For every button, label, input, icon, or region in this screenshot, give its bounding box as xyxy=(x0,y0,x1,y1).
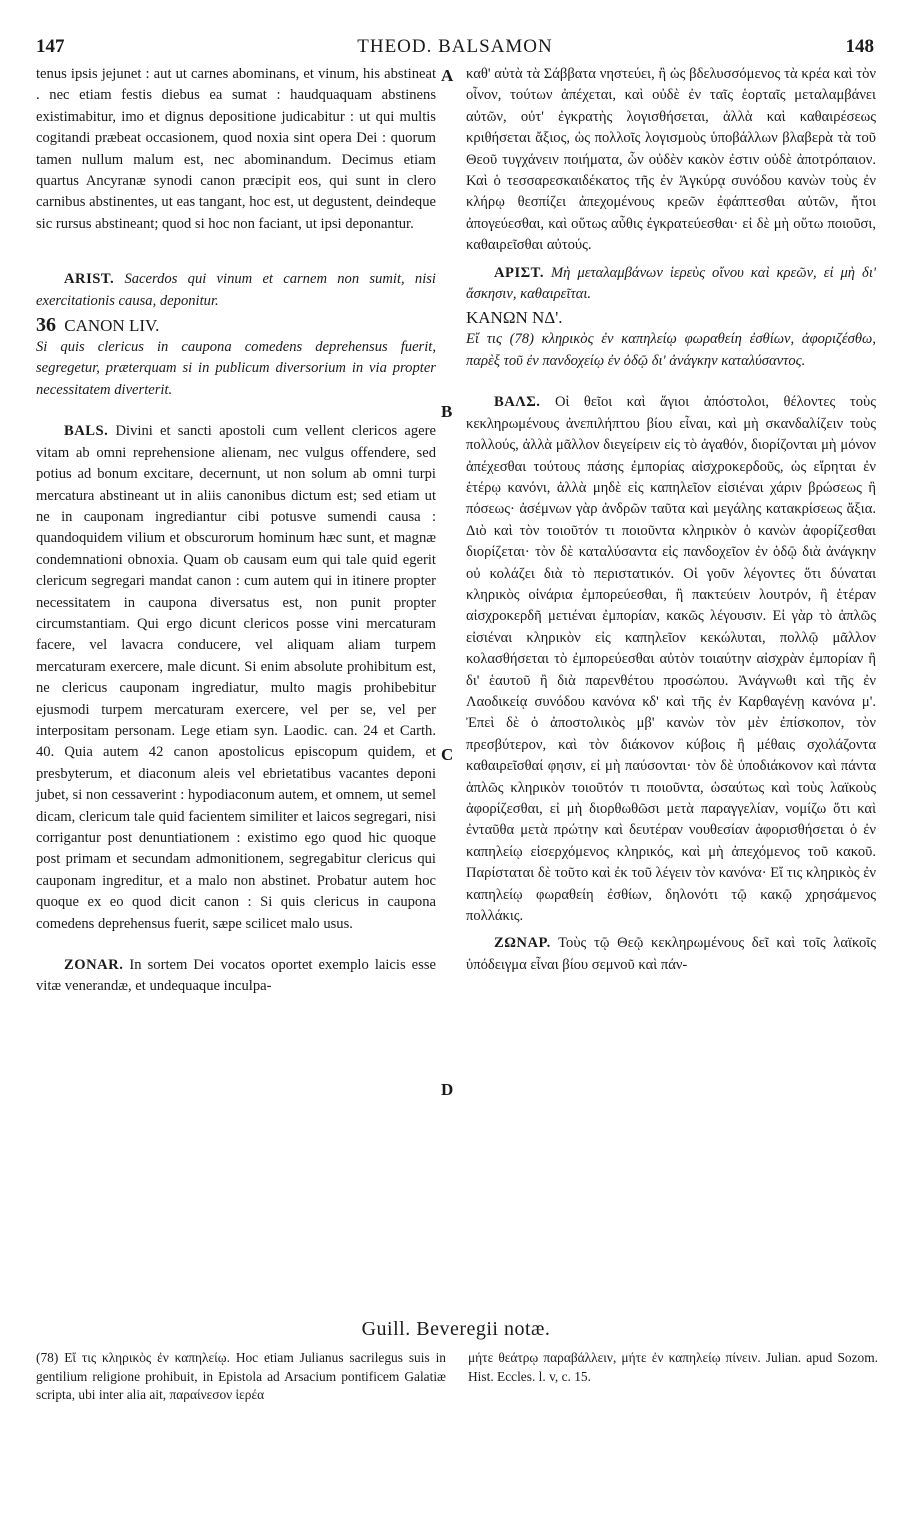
page-number-right: 148 xyxy=(845,36,874,57)
latin-zonar-text: In sortem Dei vocatos oportet exemplo laicis esse vitæ venerandæ, et undequaque inculpa- xyxy=(36,957,436,995)
greek-balsamon-commentary xyxy=(466,392,876,927)
greek-zonar-label: ΖΩΝΑΡ. xyxy=(494,935,551,952)
greek-zonaras-commentary xyxy=(466,933,876,976)
greek-arist-text: Μὴ μεταλαμβάνων ἱερεὺς οἴνου καὶ κρεῶν, εἰ μὴ δι' ἄσκησιν, καθαιρεῖται. xyxy=(466,264,877,303)
latin-arist-summary xyxy=(36,269,436,312)
greek-zonar-text: Τοὺς τῷ Θεῷ κεκληρωμένους δεῖ καὶ τοῖς λαϊκοῖς ὑπόδειγμα εἶναι βίου σεμνοῦ καὶ πάν- xyxy=(466,935,876,973)
margin-letter-a: A xyxy=(441,66,454,85)
latin-canon-title: CANON LIV. xyxy=(64,316,160,336)
footnotes-title: Guill. Beveregii notæ. xyxy=(361,1318,551,1340)
latin-zonaras-commentary xyxy=(36,955,436,998)
latin-canon-heading xyxy=(36,314,436,337)
footnote-left-column: (78) Εἴ τις κληρικὸς ἐν καπηλείῳ. Hoc etiam Julianus sacrilegus suis in gentilium religione prohibuit, in Epistola ad Arsacium pontificem Galatiæ scripta, ubi inter alia ait, παραίνεσον ἱερέα xyxy=(36,1350,446,1402)
greek-arist-label: ΑΡΙΣΤ. xyxy=(494,264,544,281)
margin-letter-d: D xyxy=(441,1080,454,1099)
latin-canon-text: Si quis clericus in caupona comedens deprehensus fuerit, segregetur, præterquam si in publicum diversorium in via propter necessitatem diverterit. xyxy=(36,339,436,398)
running-title: THEOD. BALSAMON xyxy=(357,36,553,57)
greek-canon-heading: ΚΑΝΩΝ ΝΔ'. xyxy=(466,308,563,328)
latin-zonar-label: ZONAR. xyxy=(64,957,124,974)
greek-bals-text: Οἱ θεῖοι καὶ ἅγιοι ἀπόστολοι, θέλοντες τοὺς κεκληρωμένους ἀνεπιλήπτου βίου εἶναι, καὶ μὴ σκανδαλίζειν τοὺς πολλούς, ἀλλὰ μᾶλλον διεγείρειν εἰς τὸ ἀγαθόν, διορίζονται μὴ μόνον ἀπέχεσθαι τούτους πάσης ἐμπορίας αἰσχροκερδοῦς, ὡς εἴρηται ἐν ἑτέρῳ κανόνι, ἀλλὰ μηδὲ εἰς καπηλεῖον εἰσιέναι χάριν βρώσεως ἢ πόσεως· ἀσέμνων γὰρ ἀνδρῶν ταῦτα καὶ μεγάλης κατακρίσεως ἄξια. Διὸ καὶ τὸν τοιοῦτόν τι ποιοῦντα κληρικὸν ὁ κανὼν ἀφορίζεσθαι διορίζεται· τὸν δὲ καταλύσαντα εἰς πανδοχεῖον ἐν ὁδῷ διὰ ἀνάγκην οὐ κολάζει διὰ τὸ περιστατικόν. Οἱ γοῦν λέγοντες ὅτι δύναται κληρικὸς οἰνάρια ἐμπορεύεσθαι, ἢ πακτεύειν λουτρόν, ἢ ἑτέραν αἰσχροκερδῆ μετιέναι ἐμπορίαν, κακῶς λέγουσιν. Εἰ γὰρ τὸ ἁπλῶς εἰσιέναι κληρικὸν εἰς καπηλεῖον κεκώλυται, πολλῷ μᾶλλον κολασθήσεται τὸ ἐμπορεύεσθαι αὐτὸν τοιαύτην αἰσχρὰν ἐμπορίαν ἢ δι' ἑαυτοῦ ἢ διὰ παρενθέτου προσώπου. Ἀνάγνωθι καὶ τῆς ἐν Λαοδικείᾳ συνόδου κανόνα κδ' καὶ τῆς ἐν Καρθαγένῃ κανόνα μ'. Ἐπεὶ δὲ ὁ ἀποστολικὸς μβ' κανὼν τὸν μὲν ἐπίσκοπον, τὸν πρεσβύτερον, καὶ τὸν διάκονον κύβοις ἢ μέθαις σχολάζοντα καθαιρεῖσθαί φησιν, εἰ μὴ παύσονται· τὸν δὲ ὑποδιάκονον καὶ πάντα ἁπλῶς κληρικὸν τοιοῦτόν τι ποιοῦντα, ὡσαύτως καὶ τοὺς λαϊκοὺς ἀφορίζεσθαι, εἰ μὴ διορθωθῶσι μετὰ παραγγελίαν, νομίζω ὅτι καὶ ἐνταῦθα μετὰ πρώτην καὶ δευτέραν νουθεσίαν ἀφορισθήσεται ὁ ἐν καπηλείῳ εἰσερχόμενος κληρικός, καὶ μὴ ἀπεχόμενος τοῦ κακοῦ. Παρίσταται δὲ τοῦτο καὶ ἐκ τοῦ λέγειν τὸν κανόνα· Εἴ τις κληρικὸς ἐν καπηλείῳ φωραθείη ἐσθίων, δηλονότι τῷ κακῷ χρησάμενος πολλάκις. xyxy=(466,394,876,925)
canon-serial-number: 36 xyxy=(36,314,56,337)
latin-column xyxy=(36,64,436,998)
running-head xyxy=(36,36,874,60)
latin-balsamon-commentary xyxy=(36,421,436,935)
greek-intro-paragraph: καθ' αὑτὰ τὰ Σάββατα νηστεύει, ἢ ὡς βδελυσσόμενος τὰ κρέα καὶ τὸν οἶνον, τούτων ἀπέχεται, καὶ οὐδὲ ἐν ταῖς ἑορταῖς μεταλαμβάνει αὐτῶν, οὐτ' ἐγκρατὴς λογισθήσεται, ἀλλὰ καὶ καθαιρέσεως κριθήσεται ἄξιος, ὡς πολλοῖς λογισμοὺς ὑποβάλλων βλαβερὰ τὰ τοῦ Θεοῦ τυγχάνειν ποιήματα, ὧν οὐδὲν κακὸν ἐστιν οὐδὲ ἀποτρόπαιον. Καὶ ὁ τεσσαρεσκαιδέκατος τῆς ἐν Ἀγκύρᾳ συνόδου κανὼν τοὺς ἐν κλήρῳ θεσπίζει ἀπεχομένους κρεῶν ἐφάπτεσθαι αὐτῶν, ἤτοι ἀπογεύεσθαι, καὶ οὕτως αὖθις ἐγκρατεύεσθαι· εἰ δὲ μὴ οὕτω ποιοῦσι, καθαιρεῖσθαι αὐτούς. xyxy=(466,66,876,254)
latin-arist-label: ARIST. xyxy=(64,271,115,288)
greek-arist-summary xyxy=(466,263,876,306)
margin-letter-c: C xyxy=(441,745,454,764)
footnotes-body xyxy=(36,1349,876,1439)
latin-bals-label: BALS. xyxy=(64,423,109,440)
margin-letter-b: B xyxy=(441,402,453,421)
latin-intro-paragraph: tenus ipsis jejunet : aut ut carnes abominans, et vinum, his abstineat . nec etiam festis diebus ea sumat : haudquaquam abstinens existimabitur, imo et dignus depositione judicabitur : ut qui multis cogitandi præbeat occasionem, quod noxia sint opera Dei : quorum tamen nullum malum est, nec abominandum. Decimus etiam quartus Ancyranæ synodi canon præcipit eos, qui sunt in clero carnibus abstinentes, ut eas tangant, hoc est, ut degustent, deindeque sic rursus abstineant; quod si hoc non faciant, ut ipsi deponantur. xyxy=(36,66,436,232)
greek-canon-text: Εἴ τις (78) κληρικὸς ἐν καπηλείῳ φωραθείη ἐσθίων, ἀφοριζέσθω, παρὲξ τοῦ ἐν πανδοχείῳ ἐν ὁδῷ δι' ἀνάγκην καταλύσαντος. xyxy=(466,331,876,369)
greek-bals-label: ΒΑΛΣ. xyxy=(494,394,541,411)
greek-column xyxy=(466,64,876,976)
footnote-right-column: μήτε θεάτρῳ παραβάλλειν, μήτε ἐν καπηλείῳ πίνειν. Julian. apud Sozom. Hist. Eccles. l. v, c. 15. xyxy=(468,1350,878,1384)
page-number-left: 147 xyxy=(36,36,65,57)
footnotes-section xyxy=(36,1318,876,1439)
latin-bals-text: Divini et sancti apostoli cum vellent clericos agere vitam ab omni reprehensione alienam, nec vulgus offendere, sed potius ad bonum excitare, decernunt, ut non solum ab omni turpi mercatura abstineant ut in aliis canonibus dictum est; sed etiam ut ne in cauponam ingrediantur cibi potusve sumendi causa : quandoquidem vilium et obscurorum hominum hæc sunt, et magnæ condemnationi obnoxia. Quam ob causam eum qui tale quid egerit clericum segregari mandat canon : cum autem qui in itinere propter necessitatem in caupona diversatus est, non punit propter circumstantiam. Qui ergo dicunt clericos posse vini mercaturam facere, vel lavacra conducere, vel aliquam aliam turpem mercaturam exercere, male dicunt. Si enim absolute prohibitum est, ne clericus cauponam ingrediatur, multo magis prohibebitur ejusmodi turpem mercaturam exercere, vel per se, vel per interpositam personam. Lege etiam syn. Laodic. can. 24 et Carth. 40. Quia autem 42 canon apostolicus episcopum quidem, et presbyterum, et diaconum aleis vel ebrietatibus vacantes deponi jubet, si non cessaverint : hypodiaconum autem, et omnem, ut semel dicam, clericum tale quid facientem similiter et laicos segregari, nisi corrigantur post denuntiationem : existimo ego quod hic quoque post primam et secundam admonitionem, segregabitur clericus qui cauponam ingreditur, et a malo non abstinet. Probatur autem hoc quoque ex eo quod dicit canon : Si quis clericus in caupona comedens deprehensus fuerit, sæpe scilicet malo usus. xyxy=(36,423,436,932)
latin-arist-text: Sacerdos qui vinum et carnem non sumit, nisi exercitationis causa, deponitur. xyxy=(36,271,436,309)
